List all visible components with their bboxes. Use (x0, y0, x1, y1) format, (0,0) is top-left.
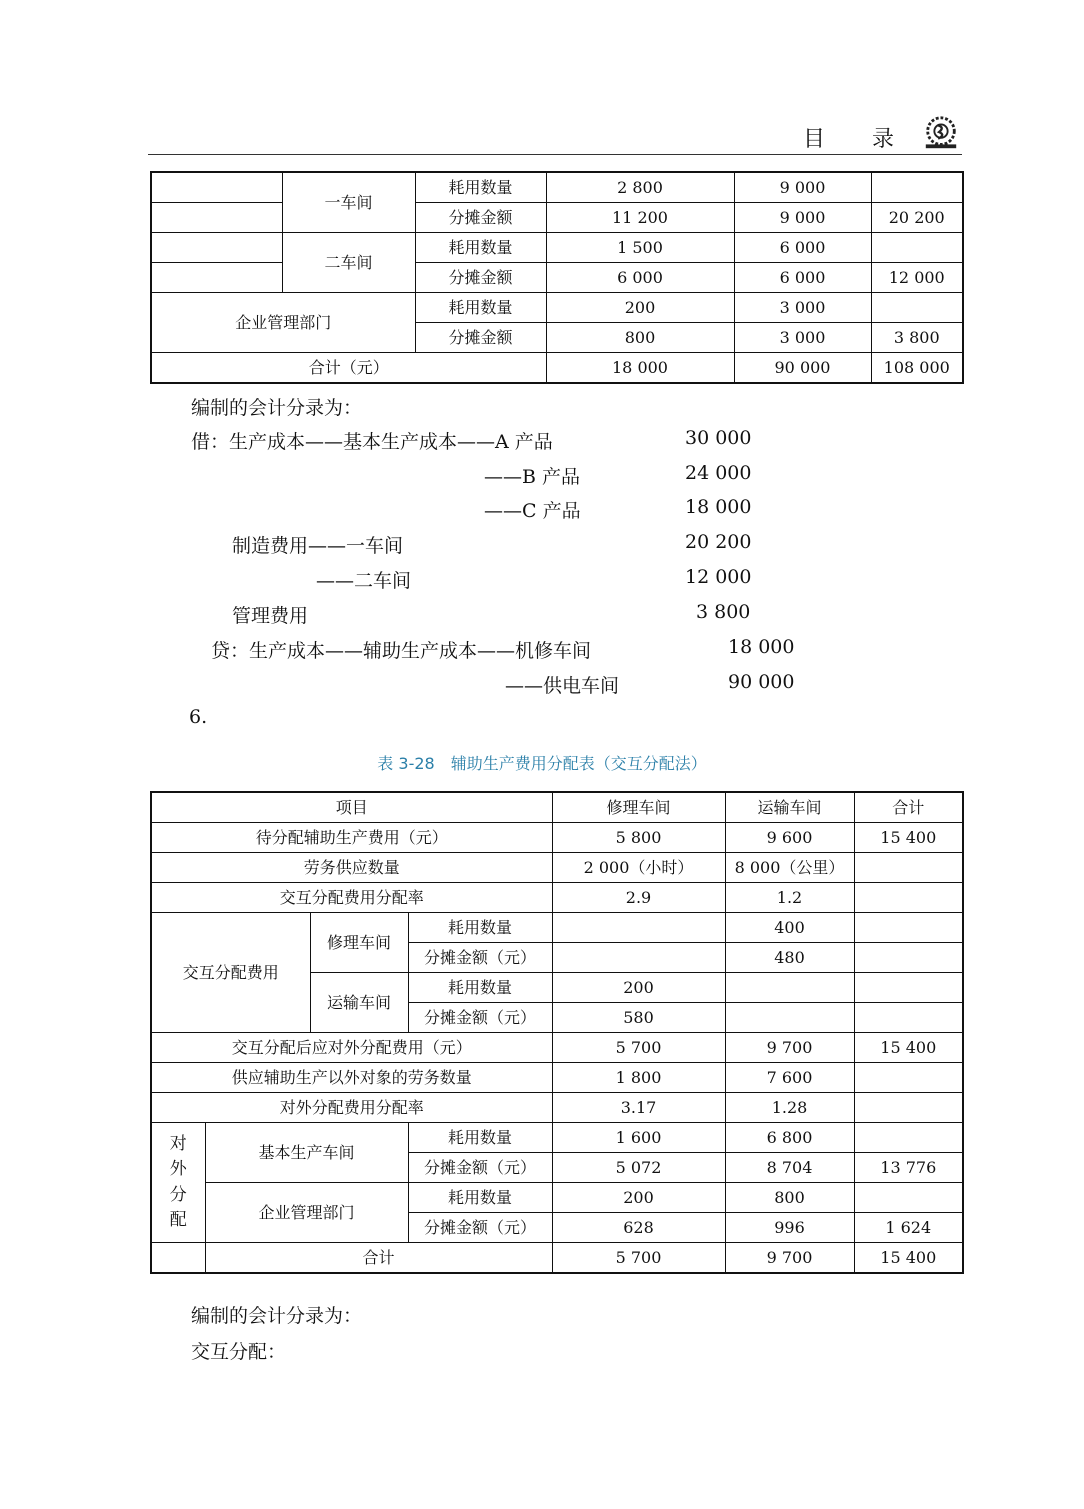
table-row (151, 1063, 963, 1093)
total-label: 合计 (205, 1243, 552, 1274)
table-header-row (151, 792, 963, 823)
table-cell: 耗用数量 (408, 913, 552, 943)
section-number: 6. (189, 706, 208, 728)
row-label: 交互分配费用分配率 (151, 883, 552, 913)
group-label: 企业管理部门 (205, 1183, 408, 1243)
publisher-logo-icon (922, 114, 960, 152)
entry-label: 制造费用——一车间 (232, 535, 404, 557)
table-cell: 1 500 (546, 233, 734, 263)
entry-label: ——C 产品 (484, 500, 581, 522)
table-cell: 15 400 (854, 823, 963, 853)
table-cell (854, 1183, 963, 1213)
table-cell: 20 200 (871, 203, 963, 233)
table-cell: 1.28 (725, 1093, 854, 1123)
table-cell: 9 000 (734, 172, 871, 203)
table-cell (854, 973, 963, 1003)
table-caption: 表 3-28 辅助生产费用分配表（交互分配法） (377, 754, 707, 773)
entry-label: 贷：生产成本——辅助生产成本——机修车间 (211, 640, 592, 662)
table-cell (151, 1243, 205, 1274)
entries-intro: 编制的会计分录为： (191, 397, 363, 419)
table-cell: 5 072 (552, 1153, 725, 1183)
table-cell: 分摊金额（元） (408, 1153, 552, 1183)
table-cell: 996 (725, 1213, 854, 1243)
table-cell: 2 800 (546, 172, 734, 203)
table-cell (725, 973, 854, 1003)
table-cell: 1 624 (854, 1213, 963, 1243)
table-row (151, 172, 963, 203)
table-cell: 6 000 (734, 233, 871, 263)
table-cell: 耗用数量 (415, 172, 546, 203)
entries-subheading: 交互分配： (191, 1341, 287, 1363)
table-cell: 200 (546, 293, 734, 323)
entry-amount: 24 000 (685, 462, 752, 484)
mutual-allocation-label: 交互分配费用 (151, 913, 310, 1033)
table-row-total (151, 353, 963, 384)
table-cell (854, 853, 963, 883)
table-cell: 628 (552, 1213, 725, 1243)
table-cell: 9 700 (725, 1033, 854, 1063)
entries-intro: 编制的会计分录为： (191, 1305, 363, 1327)
table-cell: 分摊金额（元） (408, 1213, 552, 1243)
table-cell: 1 600 (552, 1123, 725, 1153)
table-cell (151, 233, 282, 263)
table-cell: 9 700 (725, 1243, 854, 1274)
table-cell: 3 800 (871, 323, 963, 353)
auxiliary-cost-allocation-table (150, 791, 964, 1274)
table-cell: 3 000 (734, 293, 871, 323)
table-cell (854, 943, 963, 973)
table-cell (151, 172, 282, 203)
table-cell (871, 293, 963, 323)
allocation-table-continued (150, 171, 964, 384)
table-cell: 9 000 (734, 203, 871, 233)
table-cell: 8 000（公里） (725, 853, 854, 883)
table-cell: 13 776 (854, 1153, 963, 1183)
row-label: 对外分配费用分配率 (151, 1093, 552, 1123)
table-cell: 1 800 (552, 1063, 725, 1093)
group-label: 基本生产车间 (205, 1123, 408, 1183)
table-cell: 分摊金额 (415, 263, 546, 293)
table-row (151, 823, 963, 853)
table-row (151, 263, 963, 293)
table-cell: 800 (546, 323, 734, 353)
entry-label: ——B 产品 (484, 466, 581, 488)
table-cell: 分摊金额（元） (408, 943, 552, 973)
table-cell: 18 000 (546, 353, 734, 384)
table-cell: 3.17 (552, 1093, 725, 1123)
table-row (151, 233, 963, 263)
table-cell: 5 700 (552, 1033, 725, 1063)
entry-amount: 20 200 (685, 531, 752, 553)
table-row (151, 1093, 963, 1123)
row-label: 供应辅助生产以外对象的劳务数量 (151, 1063, 552, 1093)
column-header-total: 合计 (854, 792, 963, 823)
table-row (151, 293, 963, 323)
table-cell (854, 913, 963, 943)
table-cell: 400 (725, 913, 854, 943)
row-label: 劳务供应数量 (151, 853, 552, 883)
table-row (151, 853, 963, 883)
table-cell: 2.9 (552, 883, 725, 913)
table-cell: 15 400 (854, 1243, 963, 1274)
table-cell: 5 700 (552, 1243, 725, 1274)
table-cell (854, 1093, 963, 1123)
row-label: 待分配辅助生产费用（元） (151, 823, 552, 853)
table-cell (854, 1003, 963, 1033)
table-cell: 108 000 (871, 353, 963, 384)
table-cell: 200 (552, 973, 725, 1003)
table-row (151, 1033, 963, 1063)
table-row (151, 203, 963, 233)
table-cell (854, 1063, 963, 1093)
table-cell: 6 800 (725, 1123, 854, 1153)
entry-amount: 90 000 (728, 671, 795, 693)
table-cell: 分摊金额（元） (408, 1003, 552, 1033)
table-cell: 耗用数量 (408, 973, 552, 1003)
table-row (151, 1183, 963, 1213)
entry-label: ——供电车间 (505, 675, 620, 697)
entry-amount: 3 800 (696, 601, 751, 623)
group-label: 修理车间 (310, 913, 408, 973)
table-cell: 480 (725, 943, 854, 973)
total-label: 合计（元） (151, 353, 546, 384)
column-header-repair: 修理车间 (552, 792, 725, 823)
header-title: 目 录 (803, 127, 914, 152)
table-cell: 耗用数量 (408, 1183, 552, 1213)
table-cell: 耗用数量 (415, 233, 546, 263)
table-cell: 耗用数量 (408, 1123, 552, 1153)
table-cell (725, 1003, 854, 1033)
table-cell: 580 (552, 1003, 725, 1033)
row-label-workshop-2: 二车间 (282, 233, 415, 293)
table-cell: 分摊金额 (415, 323, 546, 353)
table-cell: 3 000 (734, 323, 871, 353)
table-cell: 6 000 (734, 263, 871, 293)
table-cell: 9 600 (725, 823, 854, 853)
table-cell (854, 883, 963, 913)
table-cell: 800 (725, 1183, 854, 1213)
column-header-transport: 运输车间 (725, 792, 854, 823)
table-cell (552, 943, 725, 973)
entry-label: 管理费用 (232, 605, 309, 627)
table-cell: 12 000 (871, 263, 963, 293)
table-cell: 分摊金额 (415, 203, 546, 233)
table-cell: 2 000（小时） (552, 853, 725, 883)
table-cell: 耗用数量 (415, 293, 546, 323)
table-row (151, 883, 963, 913)
column-header-item: 项目 (151, 792, 552, 823)
table-cell (854, 1123, 963, 1153)
table-cell: 15 400 (854, 1033, 963, 1063)
entry-amount: 12 000 (685, 566, 752, 588)
group-label: 运输车间 (310, 973, 408, 1033)
table-cell: 1.2 (725, 883, 854, 913)
table-cell: 90 000 (734, 353, 871, 384)
table-cell (151, 203, 282, 233)
entry-amount: 18 000 (728, 636, 795, 658)
row-label-workshop-1: 一车间 (282, 172, 415, 233)
row-label: 交互分配后应对外分配费用（元） (151, 1033, 552, 1063)
table-cell: 7 600 (725, 1063, 854, 1093)
entry-label: ——二车间 (316, 570, 412, 592)
table-cell: 11 200 (546, 203, 734, 233)
table-cell: 5 800 (552, 823, 725, 853)
table-row (151, 913, 963, 943)
external-allocation-label: 对 外 分 配 (151, 1123, 205, 1243)
page-header (148, 112, 962, 155)
entry-label: 借：生产成本——基本生产成本——A 产品 (191, 431, 553, 453)
entry-amount: 18 000 (685, 496, 752, 518)
table-cell (552, 913, 725, 943)
table-row-total (151, 1243, 963, 1274)
entry-amount: 30 000 (685, 427, 752, 449)
table-row (151, 1123, 963, 1153)
table-cell (871, 233, 963, 263)
table-cell (151, 263, 282, 293)
table-cell: 200 (552, 1183, 725, 1213)
table-cell (871, 172, 963, 203)
row-label-management: 企业管理部门 (151, 293, 415, 353)
table-cell: 6 000 (546, 263, 734, 293)
table-cell: 8 704 (725, 1153, 854, 1183)
